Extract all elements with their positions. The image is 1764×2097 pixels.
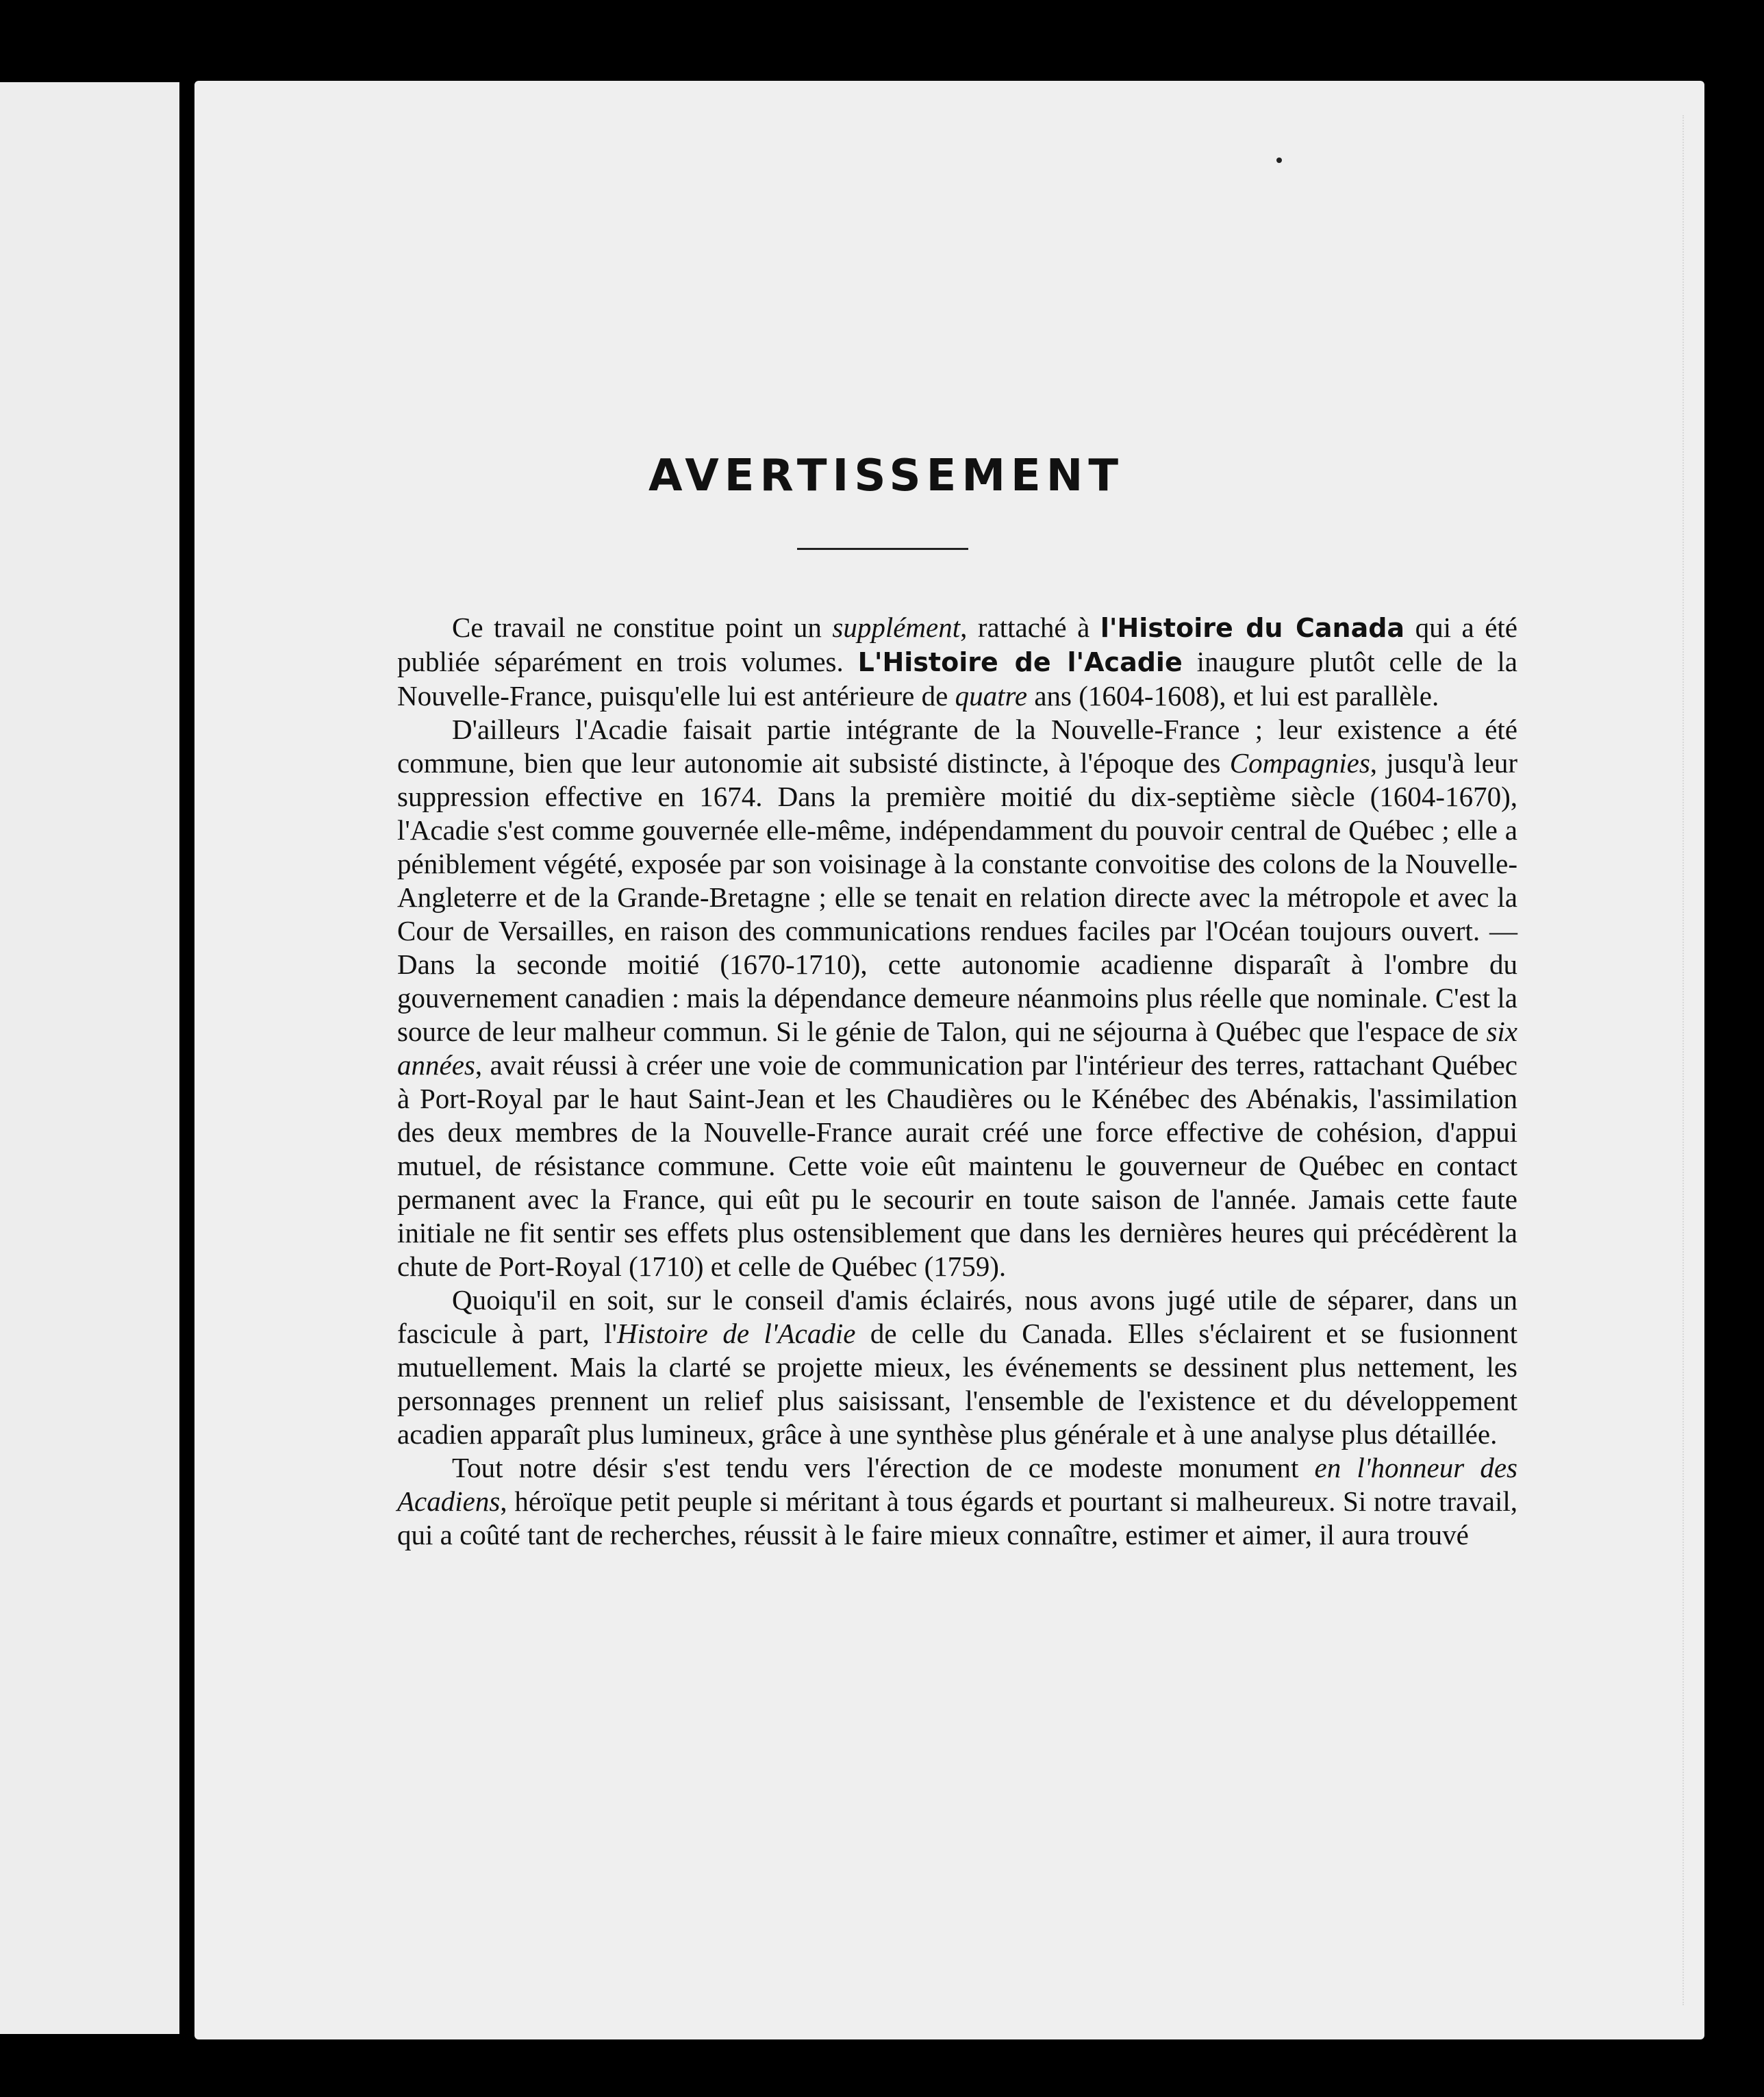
bold-run: l'Histoire du Canada [1100,613,1405,643]
italic-run: en l'honneur des Acadiens [397,1452,1517,1517]
text-run: inaugure plutôt celle de la Nouvelle-France, puisqu'elle lui est antérieure de [397,646,1517,712]
paragraph-3 [397,1283,1517,1451]
italic-run: six années [397,1016,1517,1081]
text-run: , héroïque petit peuple si méritant à tous égards et pourtant si malheureux. Si notre travail, qui a coûté tant de recherches, réussit à le faire mieux connaître, estimer et aimer, il aura trouvé [397,1485,1517,1550]
text-run: qui a été publiée séparément en trois volumes. [397,612,1517,677]
page-edge [1683,115,1704,2005]
page [194,81,1704,2039]
text-run: , rattaché à [960,612,1100,643]
page-title: AVERTISSEMENT [648,451,1124,501]
text-run: Quoiqu'il en soit, sur le conseil d'amis éclairés, nous avons jugé utile de séparer, dans un fascicule à part, l' [397,1284,1517,1349]
text-run: D'ailleurs l'Acadie faisait partie intégrante de la Nouvelle-France ; leur existence a été commune, bien que leur autonomie ait subsisté distincte, à l'époque des [397,714,1517,779]
italic-run: quatre [955,680,1028,712]
left-page-edge [0,82,179,2034]
italic-run: supplément [832,612,961,643]
bold-run: L'Histoire de l'Acadie [857,647,1183,677]
paragraph-1 [397,611,1517,713]
title-rule [797,548,968,550]
paragraph-4 [397,1451,1517,1552]
text-run: de celle du Canada. Elles s'éclairent et se fusionnent mutuellement. Mais la clarté se projette mieux, les événements se dessinent plus nettement, les personnages prennent un relief plus saisissant, l'ensemble de l'existence et du développement acadien apparaît plus lumineux, grâce à une synthèse plus générale et à une analyse plus détaillée. [397,1318,1517,1450]
italic-run: Compagnies [1229,747,1370,779]
text-run: ans (1604-1608), et lui est parallèle. [1027,680,1439,712]
text-run: Ce travail ne constitue point un [452,612,833,643]
text-run: , jusqu'à leur suppression effective en 1674. Dans la première moitié du dix-septième siècle (1604-1670), l'Acadie s'est comme gouvernée elle-même, indépendamment du pouvoir central de Québec ; elle a péniblement végété, exposée par son voisinage à la constante convoitise des colons de la Nouvelle-Angleterre et de la Grande-Bretagne ; elle se tenait en relation directe avec la métropole et avec la Cour de Versailles, en raison des communications rendues faciles par l'Océan toujours ouvert. — Dans la seconde moitié (1670-1710), cette autonomie acadienne disparaît à l'ombre du gouvernement canadien : mais la dépendance demeure néanmoins plus réelle que nominale. C'est la source de leur malheur commun. Si le génie de Talon, qui ne séjourna à Québec que l'espace de [397,747,1517,1047]
body-text [397,611,1517,1552]
italic-run: Histoire de l'Acadie [617,1318,856,1349]
paragraph-2 [397,713,1517,1283]
text-run: Tout notre désir s'est tendu vers l'érection de ce modeste monument [452,1452,1315,1483]
ink-speck [1276,158,1282,163]
text-run: , avait réussi à créer une voie de communication par l'intérieur des terres, rattachant Québec à Port-Royal par le haut Saint-Jean et les Chaudières ou le Kénébec des Abénakis, l'assimilation des deux membres de la Nouvelle-France aurait créé une force effective de cohésion, d'appui mutuel, de résistance commune. Cette voie eût maintenu le gouverneur de Québec en contact permanent avec la France, qui eût pu le secourir en toute saison de l'année. Jamais cette faute initiale ne fit sentir ses effets plus ostensiblement que dans les dernières heures qui précédèrent la chute de Port-Royal (1710) et celle de Québec (1759). [397,1049,1517,1282]
